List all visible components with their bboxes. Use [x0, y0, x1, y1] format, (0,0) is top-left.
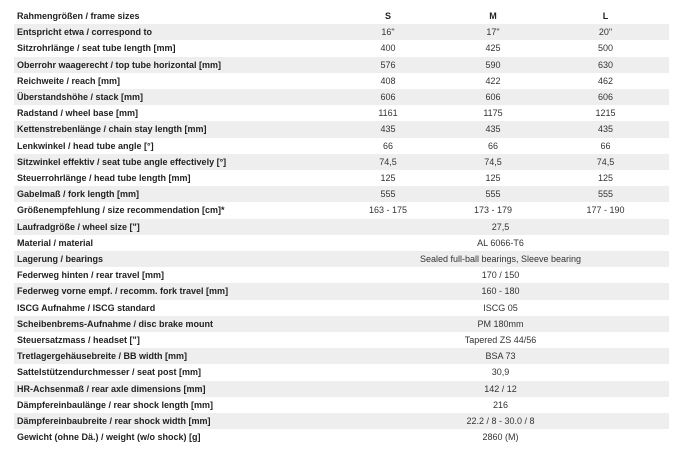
size-value-s: 1161: [332, 105, 444, 121]
table-row: [14, 73, 669, 89]
size-value-l: 1215: [542, 105, 669, 121]
table-row: [14, 40, 669, 56]
size-value-m: 74,5: [444, 154, 542, 170]
size-value-l: 500: [542, 40, 669, 56]
size-header-s: S: [332, 8, 444, 24]
table-row: [14, 219, 669, 235]
size-value-l: 462: [542, 73, 669, 89]
row-label: Material / material: [14, 235, 332, 251]
row-label: Sitzrohrlänge / seat tube length [mm]: [14, 40, 332, 56]
table-row: [14, 348, 669, 364]
size-value-s: 163 - 175: [332, 202, 444, 218]
size-value-l: 125: [542, 170, 669, 186]
row-label: Gewicht (ohne Dä.) / weight (w/o shock) [g]: [14, 429, 332, 445]
size-value-s: 125: [332, 170, 444, 186]
size-value-l: 435: [542, 121, 669, 137]
table-row: [14, 105, 669, 121]
table-row: [14, 316, 669, 332]
table-body: [14, 24, 669, 445]
size-value-m: 422: [444, 73, 542, 89]
size-value-l: 20": [542, 24, 669, 40]
shared-value: AL 6066-T6: [332, 235, 669, 251]
header-label: Rahmengrößen / frame sizes: [14, 8, 332, 24]
row-label: Radstand / wheel base [mm]: [14, 105, 332, 121]
shared-value: 2860 (M): [332, 429, 669, 445]
table-row: [14, 364, 669, 380]
shared-value: 22.2 / 8 - 30.0 / 8: [332, 413, 669, 429]
size-value-s: 555: [332, 186, 444, 202]
row-label: Sattelstützendurchmesser / seat post [mm]: [14, 364, 332, 380]
table-row: [14, 121, 669, 137]
shared-value: 27,5: [332, 219, 669, 235]
shared-value: 160 - 180: [332, 283, 669, 299]
shared-value: PM 180mm: [332, 316, 669, 332]
row-label: Größenempfehlung / size recommendation [cm]*: [14, 202, 332, 218]
row-label: Oberrohr waagerecht / top tube horizontal [mm]: [14, 57, 332, 73]
size-value-s: 74,5: [332, 154, 444, 170]
row-label: Gabelmaß / fork length [mm]: [14, 186, 332, 202]
row-label: Kettenstrebenlänge / chain stay length [mm]: [14, 121, 332, 137]
size-value-l: 630: [542, 57, 669, 73]
size-value-l: 74,5: [542, 154, 669, 170]
table-row: [14, 186, 669, 202]
row-label: Dämpfereinbaulänge / rear shock length [mm]: [14, 397, 332, 413]
size-value-l: 66: [542, 138, 669, 154]
shared-value: 170 / 150: [332, 267, 669, 283]
table-row: [14, 170, 669, 186]
table-row: [14, 267, 669, 283]
table-row: [14, 57, 669, 73]
row-label: Tretlagergehäusebreite / BB width [mm]: [14, 348, 332, 364]
table-row: [14, 202, 669, 218]
size-value-m: 173 - 179: [444, 202, 542, 218]
size-value-l: 606: [542, 89, 669, 105]
shared-value: Tapered ZS 44/56: [332, 332, 669, 348]
size-value-s: 66: [332, 138, 444, 154]
size-value-l: 177 - 190: [542, 202, 669, 218]
table-row: [14, 413, 669, 429]
size-header-l: L: [542, 8, 669, 24]
row-label: Laufradgröße / wheel size ["]: [14, 219, 332, 235]
table-row: [14, 89, 669, 105]
row-label: Lagerung / bearings: [14, 251, 332, 267]
shared-value: ISCG 05: [332, 300, 669, 316]
table-row: [14, 251, 669, 267]
table-row: [14, 429, 669, 445]
table-row: [14, 283, 669, 299]
table-row: [14, 24, 669, 40]
shared-value: 142 / 12: [332, 381, 669, 397]
size-value-s: 606: [332, 89, 444, 105]
table-row: [14, 397, 669, 413]
size-value-m: 425: [444, 40, 542, 56]
shared-value: BSA 73: [332, 348, 669, 364]
shared-value: 216: [332, 397, 669, 413]
row-label: HR-Achsenmaß / rear axle dimensions [mm]: [14, 381, 332, 397]
table-row: [14, 154, 669, 170]
size-value-s: 400: [332, 40, 444, 56]
row-label: Scheibenbrems-Aufnahme / disc brake mount: [14, 316, 332, 332]
size-value-s: 16": [332, 24, 444, 40]
row-label: ISCG Aufnahme / ISCG standard: [14, 300, 332, 316]
row-label: Federweg vorne empf. / recomm. fork travel [mm]: [14, 283, 332, 299]
size-value-m: 590: [444, 57, 542, 73]
row-label: Steuerrohrlänge / head tube length [mm]: [14, 170, 332, 186]
row-label: Überstandshöhe / stack [mm]: [14, 89, 332, 105]
size-value-m: 125: [444, 170, 542, 186]
table-row: [14, 332, 669, 348]
shared-value: Sealed full-ball bearings, Sleeve bearing: [332, 251, 669, 267]
row-label: Federweg hinten / rear travel [mm]: [14, 267, 332, 283]
size-header-m: M: [444, 8, 542, 24]
table-row: [14, 300, 669, 316]
size-value-m: 17": [444, 24, 542, 40]
size-value-m: 606: [444, 89, 542, 105]
table-row: [14, 138, 669, 154]
table-row: [14, 381, 669, 397]
row-label: Lenkwinkel / head tube angle [°]: [14, 138, 332, 154]
frame-geometry-table: [14, 8, 669, 445]
row-label: Sitzwinkel effektiv / seat tube angle effectively [°]: [14, 154, 332, 170]
shared-value: 30,9: [332, 364, 669, 380]
size-value-s: 408: [332, 73, 444, 89]
size-value-s: 576: [332, 57, 444, 73]
size-value-m: 555: [444, 186, 542, 202]
row-label: Entspricht etwa / correspond to: [14, 24, 332, 40]
size-value-s: 435: [332, 121, 444, 137]
size-value-m: 1175: [444, 105, 542, 121]
table-row: [14, 235, 669, 251]
row-label: Steuersatzmass / headset ["]: [14, 332, 332, 348]
size-value-l: 555: [542, 186, 669, 202]
row-label: Dämpfereinbaubreite / rear shock width [mm]: [14, 413, 332, 429]
size-value-m: 66: [444, 138, 542, 154]
size-value-m: 435: [444, 121, 542, 137]
row-label: Reichweite / reach [mm]: [14, 73, 332, 89]
table-header-row: [14, 8, 669, 24]
